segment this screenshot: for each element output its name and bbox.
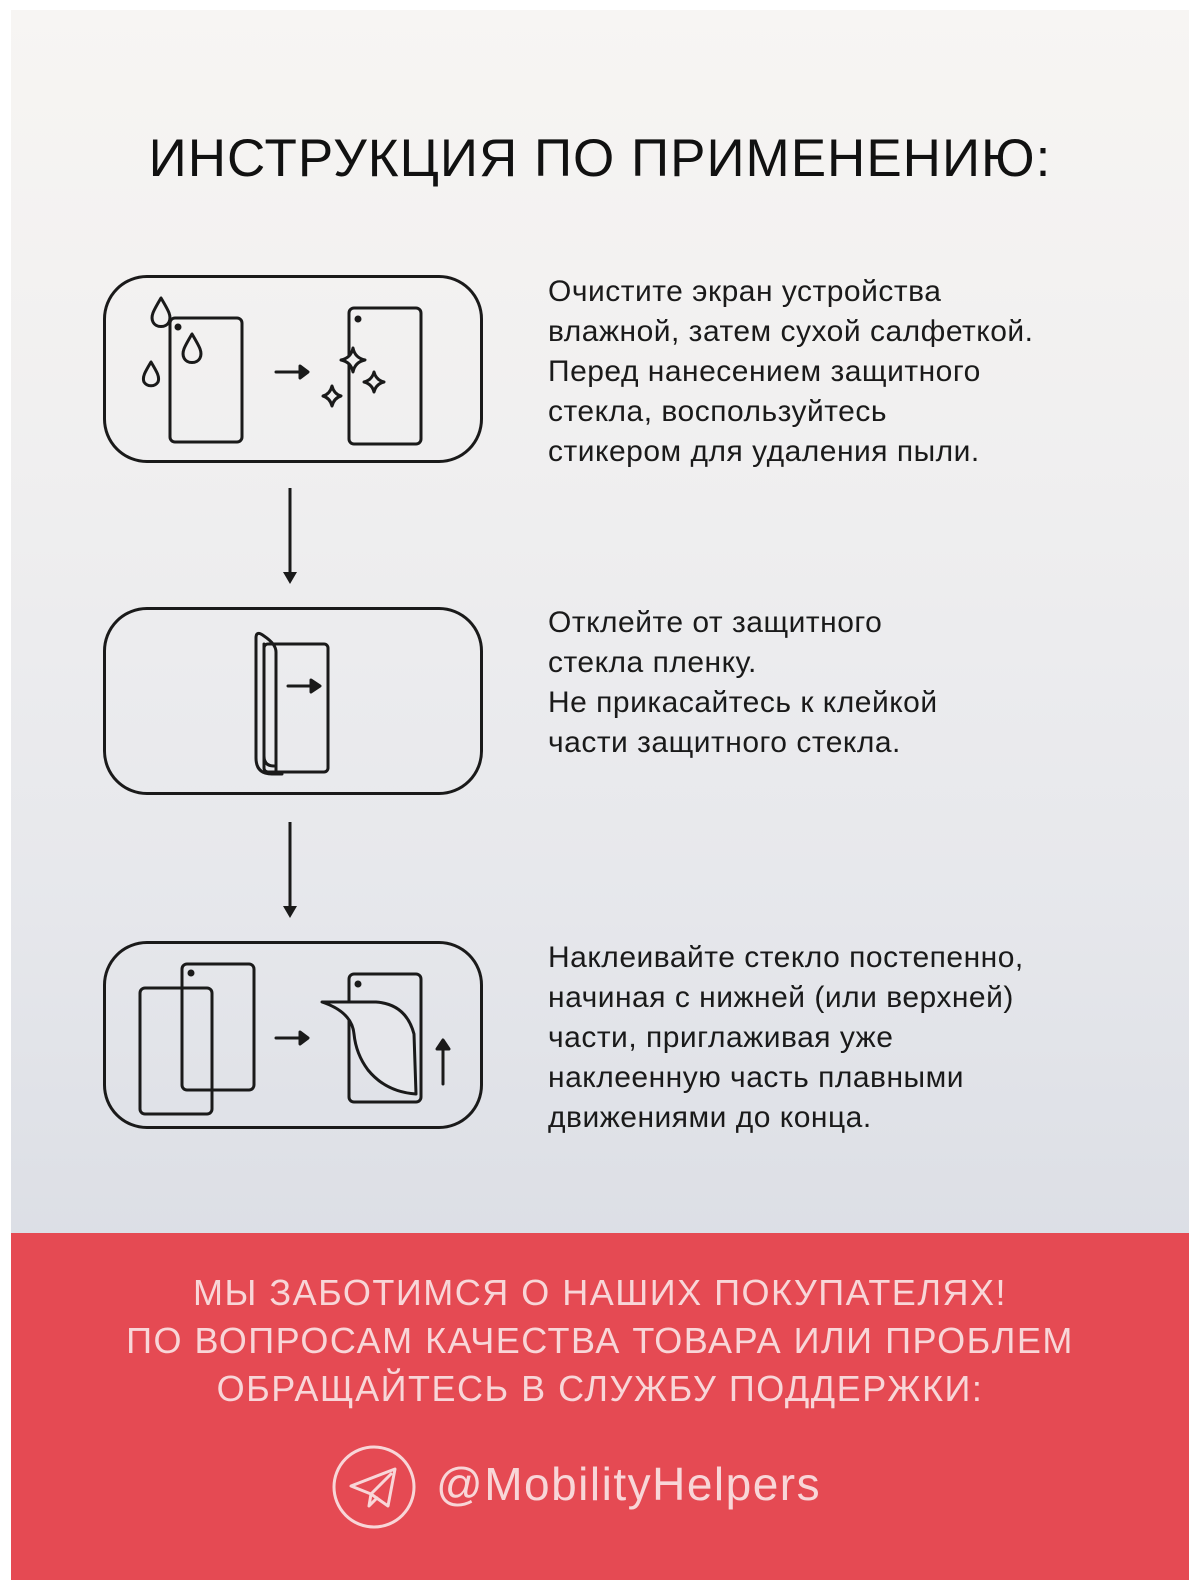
step-3-line: Наклеивайте стекло постепенно, [548, 941, 1024, 974]
telegram-handle-link[interactable]: @MobilityHelpers [436, 1458, 822, 1510]
step-3-line: части, приглаживая уже [548, 1021, 894, 1054]
step-1-line: стикером для удаления пыли. [548, 435, 980, 468]
step-1-line: Перед нанесением защитного [548, 355, 981, 388]
down-arrow-icon [279, 488, 301, 588]
telegram-icon[interactable] [331, 1444, 417, 1530]
page-title: ИНСТРУКЦИЯ ПО ПРИМЕНЕНИЮ: [148, 129, 1052, 188]
step-1-line: стекла, воспользуйтесь [548, 395, 887, 428]
down-arrow-icon [279, 822, 301, 922]
support-line: ОБРАЩАЙТЕСЬ В СЛУЖБУ ПОДДЕРЖКИ: [216, 1368, 984, 1409]
step-2-line: стекла пленку. [548, 646, 757, 679]
apply-glass-icon [106, 944, 486, 1132]
clean-screen-icon [106, 278, 486, 466]
support-line: МЫ ЗАБОТИМСЯ О НАШИХ ПОКУПАТЕЛЯХ! [193, 1272, 1007, 1313]
step-3-line: начиная с нижней (или верхней) [548, 981, 1014, 1014]
step-1-line: влажной, затем сухой салфеткой. [548, 315, 1034, 348]
peel-film-icon [106, 610, 486, 798]
step-2-text [548, 603, 1168, 763]
step-2-line: Отклейте от защитного [548, 606, 883, 639]
step-1-text [548, 272, 1168, 472]
step-3-illustration [103, 941, 483, 1129]
step-3-line: наклеенную часть плавными [548, 1061, 964, 1094]
support-banner [11, 1233, 1189, 1580]
step-2-illustration [103, 607, 483, 795]
step-1-line: Очистите экран устройства [548, 275, 942, 308]
step-3-line: движениями до конца. [548, 1101, 872, 1134]
instruction-card [11, 10, 1189, 1580]
step-2-line: части защитного стекла. [548, 726, 901, 759]
support-line: ПО ВОПРОСАМ КАЧЕСТВА ТОВАРА ИЛИ ПРОБЛЕМ [126, 1320, 1074, 1361]
step-2-line: Не прикасайтесь к клейкой [548, 686, 938, 719]
step-3-text [548, 938, 1168, 1138]
step-1-illustration [103, 275, 483, 463]
